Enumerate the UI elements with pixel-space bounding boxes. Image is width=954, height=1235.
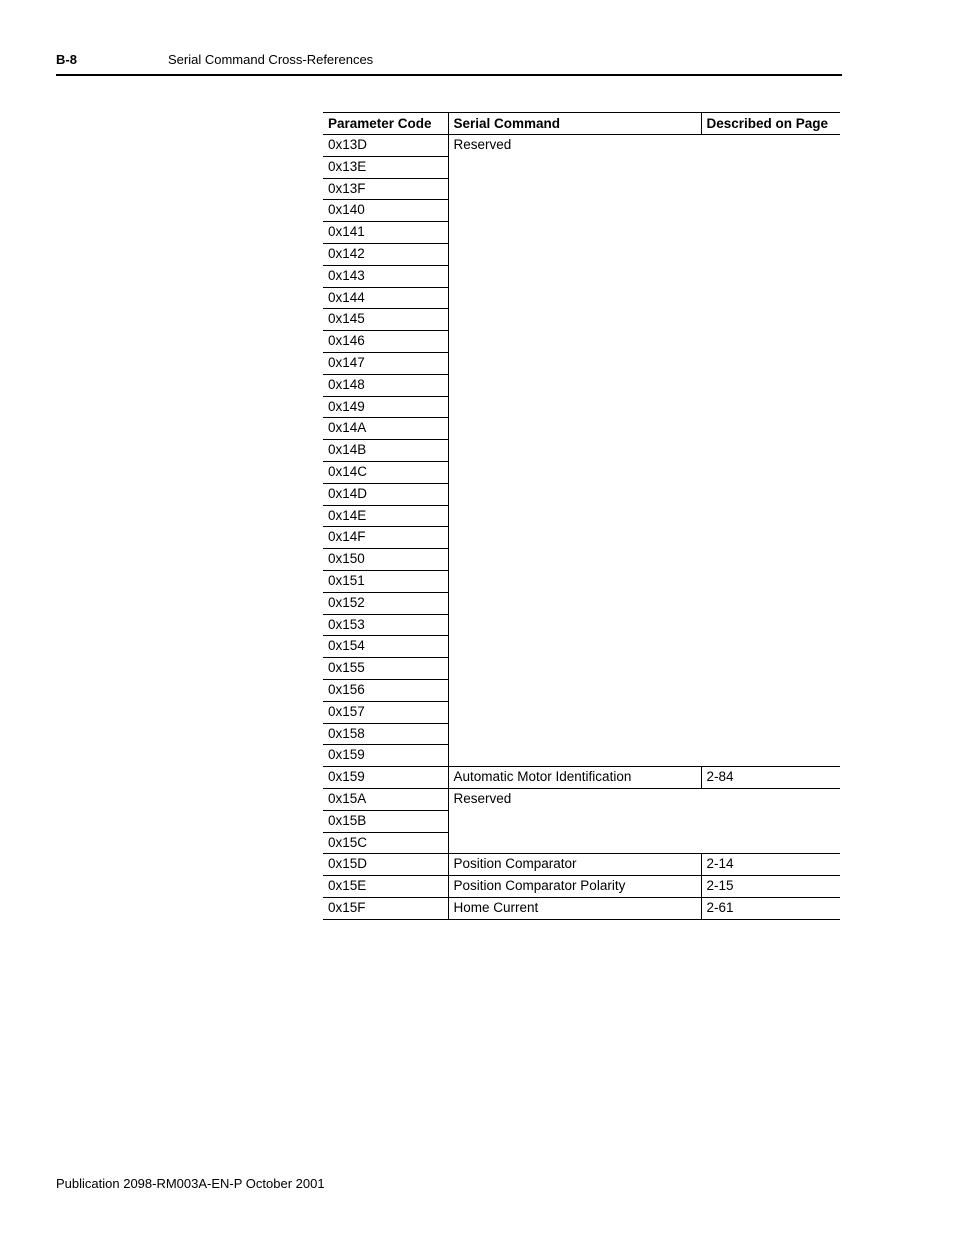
described-on-page-cell: 2-14 — [701, 854, 840, 876]
table-row — [323, 897, 840, 919]
parameter-code-cell: 0x154 — [323, 636, 448, 658]
parameter-code-cell: 0x14E — [323, 505, 448, 527]
table-row — [323, 854, 840, 876]
parameter-code-cell: 0x149 — [323, 396, 448, 418]
parameter-code-cell: 0x145 — [323, 309, 448, 331]
serial-command-cell: Position Comparator — [448, 854, 701, 876]
cross-reference-table — [323, 112, 840, 920]
parameter-code-cell: 0x151 — [323, 570, 448, 592]
parameter-code-cell: 0x13E — [323, 156, 448, 178]
parameter-code-cell: 0x142 — [323, 243, 448, 265]
column-header-serial-command: Serial Command — [448, 113, 701, 135]
table-row — [323, 876, 840, 898]
header-rule — [56, 74, 842, 76]
serial-command-cell: Reserved — [448, 135, 840, 767]
parameter-code-cell: 0x148 — [323, 374, 448, 396]
described-on-page-cell: 2-61 — [701, 897, 840, 919]
parameter-code-cell: 0x15B — [323, 810, 448, 832]
parameter-code-cell: 0x143 — [323, 265, 448, 287]
parameter-code-cell: 0x14B — [323, 440, 448, 462]
parameter-code-cell: 0x152 — [323, 592, 448, 614]
serial-command-cell: Position Comparator Polarity — [448, 876, 701, 898]
parameter-code-cell: 0x159 — [323, 745, 448, 767]
parameter-code-cell: 0x141 — [323, 222, 448, 244]
serial-command-cell: Automatic Motor Identification — [448, 767, 701, 789]
parameter-code-cell: 0x15D — [323, 854, 448, 876]
parameter-code-cell: 0x14A — [323, 418, 448, 440]
column-header-parameter-code: Parameter Code — [323, 113, 448, 135]
parameter-code-cell: 0x14D — [323, 483, 448, 505]
parameter-code-cell: 0x156 — [323, 679, 448, 701]
parameter-code-cell: 0x157 — [323, 701, 448, 723]
table-row — [323, 788, 840, 810]
parameter-code-cell: 0x146 — [323, 331, 448, 353]
table-row — [323, 767, 840, 789]
parameter-code-cell: 0x155 — [323, 658, 448, 680]
table-row — [323, 135, 840, 157]
parameter-code-cell: 0x159 — [323, 767, 448, 789]
parameter-code-cell: 0x140 — [323, 200, 448, 222]
footer-publication: Publication 2098-RM003A-EN-P October 2001 — [56, 1176, 325, 1191]
parameter-code-cell: 0x15C — [323, 832, 448, 854]
serial-command-cell: Home Current — [448, 897, 701, 919]
parameter-code-cell: 0x158 — [323, 723, 448, 745]
parameter-code-cell: 0x15F — [323, 897, 448, 919]
parameter-code-cell: 0x15E — [323, 876, 448, 898]
described-on-page-cell: 2-15 — [701, 876, 840, 898]
parameter-code-cell: 0x14F — [323, 527, 448, 549]
parameter-code-cell: 0x13D — [323, 135, 448, 157]
table-header-row — [323, 113, 840, 135]
parameter-code-cell: 0x15A — [323, 788, 448, 810]
parameter-code-cell: 0x153 — [323, 614, 448, 636]
table-body — [323, 135, 840, 920]
serial-command-cell: Reserved — [448, 788, 840, 853]
parameter-code-cell: 0x14C — [323, 461, 448, 483]
parameter-code-cell: 0x144 — [323, 287, 448, 309]
page-number: B-8 — [56, 52, 77, 67]
described-on-page-cell: 2-84 — [701, 767, 840, 789]
parameter-code-cell: 0x150 — [323, 549, 448, 571]
parameter-code-cell: 0x13F — [323, 178, 448, 200]
running-title: Serial Command Cross-References — [168, 52, 374, 67]
column-header-described-on-page: Described on Page — [701, 113, 840, 135]
parameter-code-cell: 0x147 — [323, 352, 448, 374]
